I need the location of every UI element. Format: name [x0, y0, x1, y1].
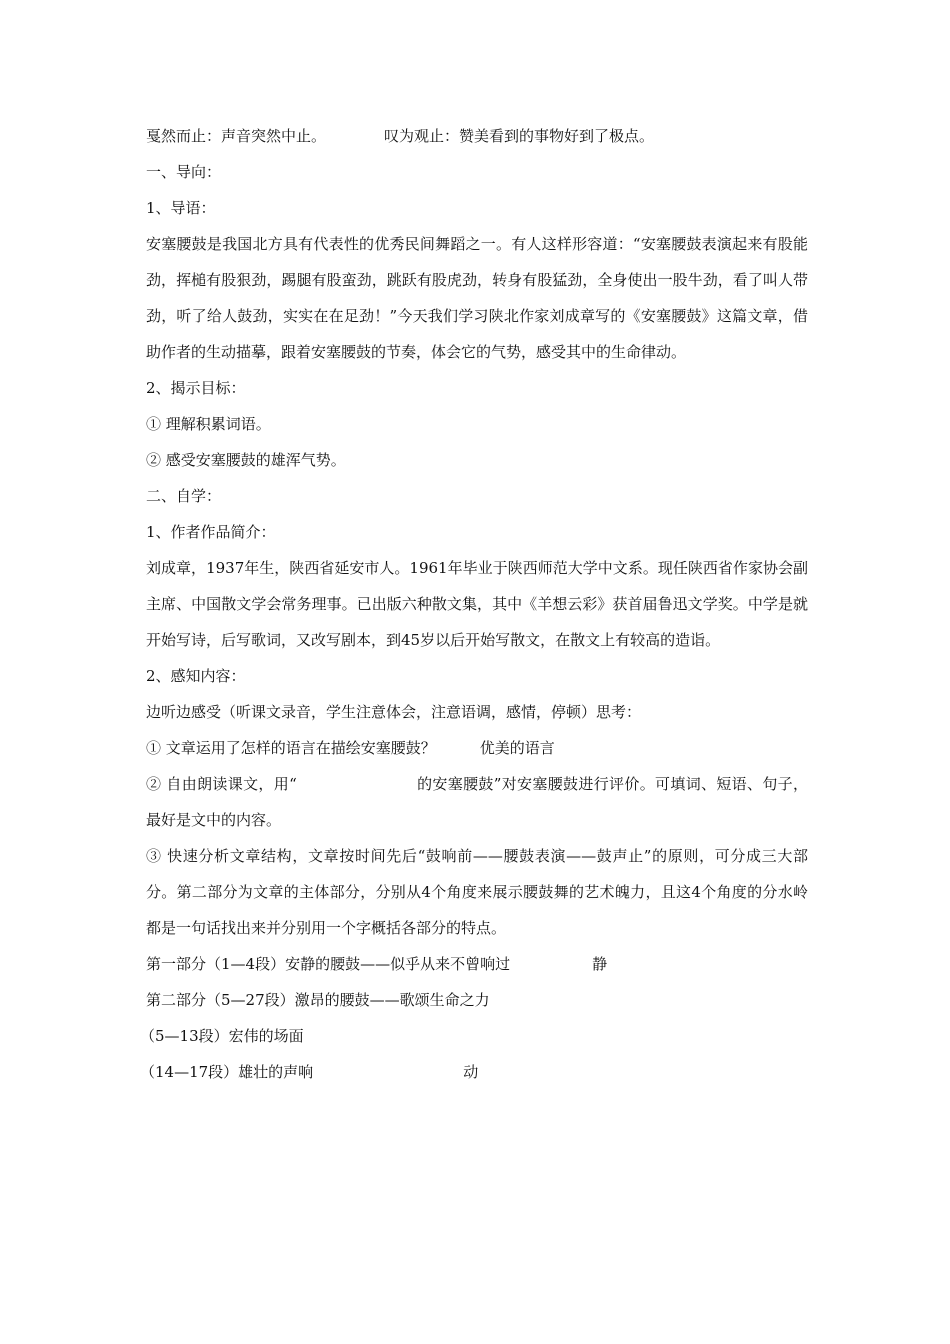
vocab-item-1: 戛然而止：声音突然中止。 [146, 127, 327, 145]
document-page [140, 118, 809, 1090]
question-2-text-a: ② 自由朗读课文，用“ [146, 775, 297, 793]
question-2-text-b: 的安塞腰鼓”对安塞腰鼓进行评价。可填词、短语、句子，最好是文中的内容。 [146, 775, 809, 829]
author-paragraph: 刘成章，1937年生，陕西省延安市人。1961年毕业于陕西师范大学中文系。现任陕西省作家协会副主席、中国散文学会常务理事。已出版六种散文集，其中《羊想云彩》获首届鲁迅文学奖。中学是就开始写诗，后写歌词，又改写剧本，到45岁以后开始写散文，在散文上有较高的造诣。 [146, 559, 808, 649]
subheading-intro: 1、导语： [146, 199, 216, 217]
intro-paragraph: 安塞腰鼓是我国北方具有代表性的优秀民间舞蹈之一。有人这样形容道：“安塞腰鼓表演起来有股能劲，挥槌有股狠劲，踢腿有股蛮劲，跳跃有股虎劲，转身有股猛劲，全身使出一股牛劲，看了叫人带劲，听了给人鼓劲，实实在在足劲！”今天我们学习陕北作家刘成章写的《安塞腰鼓》这篇文章，借助作者的生动描摹，跟着安塞腰鼓的节奏，体会它的气势，感受其中的生命律动。 [146, 235, 808, 361]
part-2-sub-2 [140, 1054, 808, 1090]
question-1-answer: 优美的语言 [479, 739, 555, 757]
goal-item-2: ② 感受安塞腰鼓的雄浑气势。 [146, 451, 346, 469]
part-1-text: 第一部分（1—4段）安静的腰鼓——似乎从来不曾响过 [146, 955, 511, 973]
subheading-perceive: 2、感知内容： [146, 667, 246, 685]
question-3: ③ 快速分析文章结构，文章按时间先后“鼓响前——腰鼓表演——鼓声止”的原则，可分成三大部分。第二部分为文章的主体部分，分别从4个角度来展示腰鼓舞的艺术魄力，且这4个角度的分水岭都是一句话找出来并分别用一个字概括各部分的特点。 [146, 847, 808, 937]
part-2-sub-2-text: （14—17段）雄壮的声响 [140, 1063, 314, 1081]
listening-instruction: 边听边感受（听课文录音，学生注意体会，注意语调，感情，停顿）思考： [146, 703, 642, 721]
question-2 [146, 766, 808, 838]
subheading-author: 1、作者作品简介： [146, 523, 276, 541]
part-2-sub-1: （5—13段）宏伟的场面 [140, 1027, 304, 1045]
section-heading-self-study: 二、自学： [146, 487, 222, 505]
question-1-text: ① 文章运用了怎样的语言在描绘安塞腰鼓？ [146, 739, 436, 757]
part-1-line [146, 946, 808, 982]
part-1-keyword: 静 [592, 955, 608, 973]
subheading-goals: 2、揭示目标： [146, 379, 246, 397]
vocab-item-2: 叹为观止：赞美看到的事物好到了极点。 [384, 127, 655, 145]
goal-item-1: ① 理解积累词语。 [146, 415, 271, 433]
part-2-sub-2-keyword: 动 [463, 1063, 479, 1081]
section-heading-orientation: 一、导向： [146, 163, 222, 181]
vocab-line [146, 118, 808, 154]
question-1 [146, 730, 808, 766]
part-2-line: 第二部分（5—27段）激昂的腰鼓——歌颂生命之力 [146, 991, 490, 1009]
